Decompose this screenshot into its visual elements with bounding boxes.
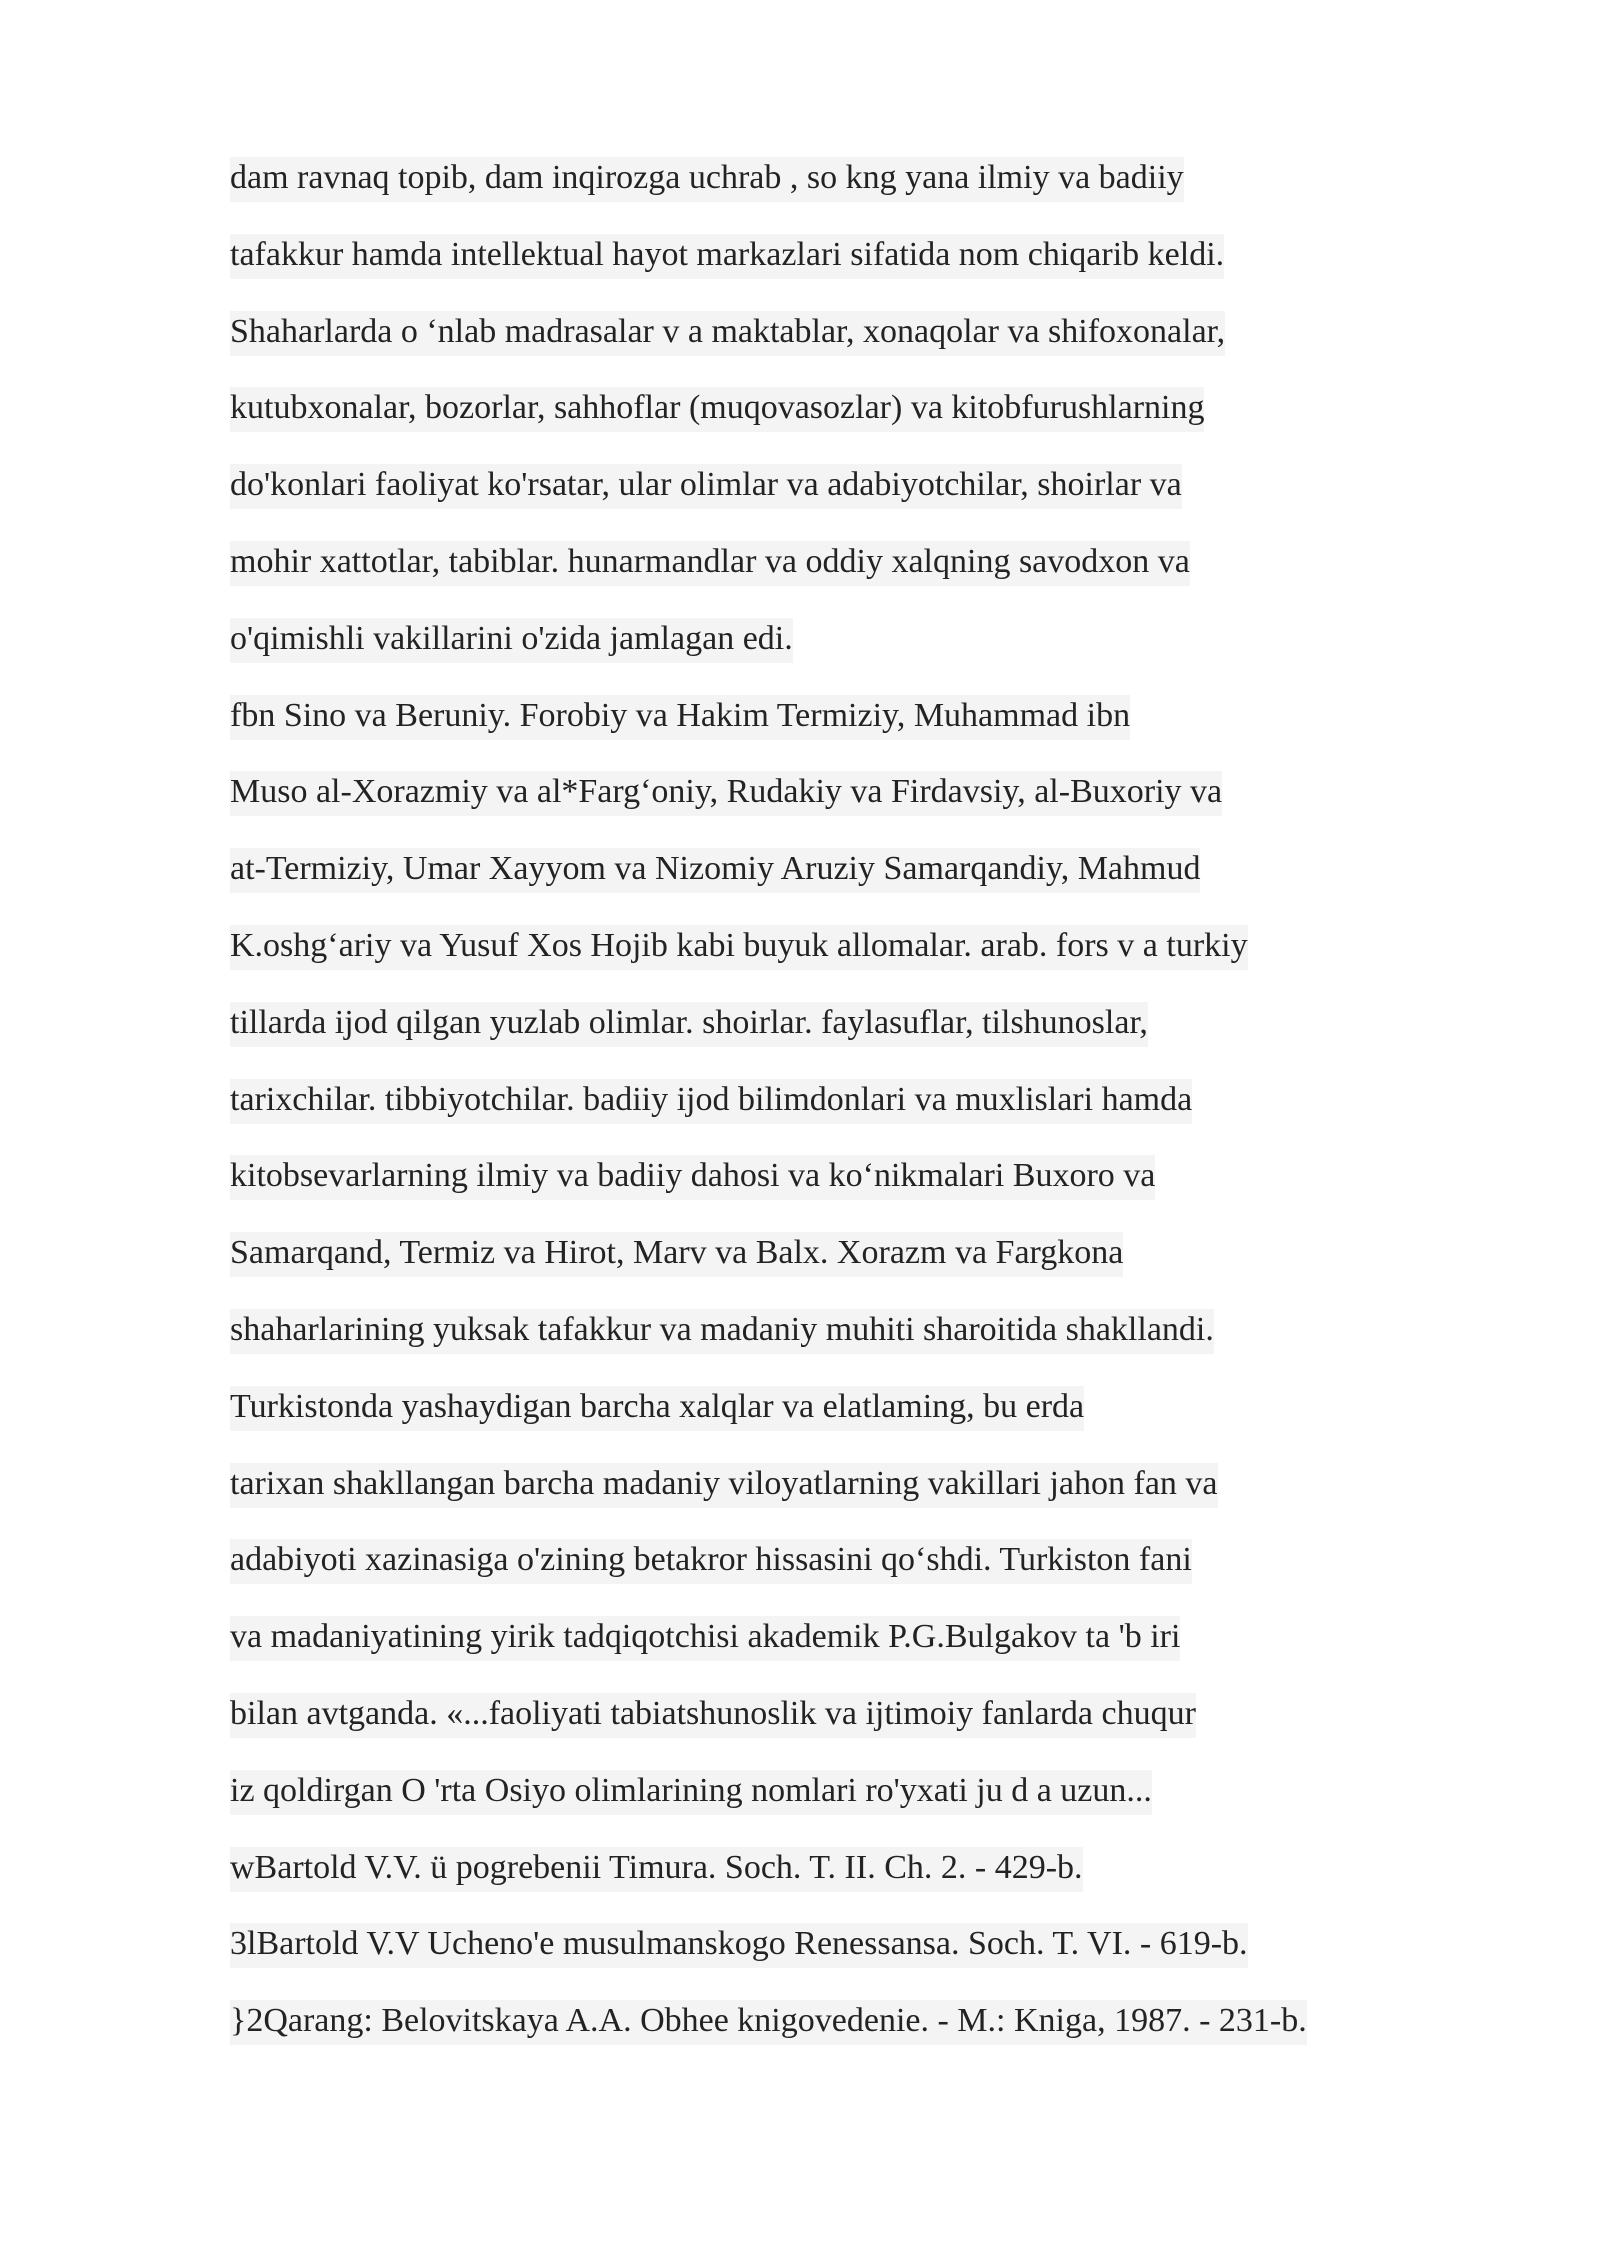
text-line (230, 1530, 1530, 1607)
text-line (230, 225, 1530, 302)
text-line-content: at-Termiziy, Umar Xayyom va Nizomiy Aruziy Samarqandiy, Mahmud (230, 848, 1200, 893)
text-line-content: shaharlarining yuksak tafakkur va madaniy muhiti sharoitida shakllandi. (230, 1309, 1214, 1354)
text-line (230, 1454, 1530, 1531)
text-line-content: dam ravnaq topib, dam inqirozga uchrab , so kng yana ilmiy va badiiy (230, 157, 1184, 202)
text-line-content: }2Qarang: Belovitskaya A.A. Obhee knigovedenie. - M.: Kniga, 1987. - 231-b. (230, 2000, 1307, 2045)
text-line-content: mohir xattotlar, tabiblar. hunarmandlar va oddiy xalqning savodxon va (230, 541, 1190, 586)
text-line (230, 1914, 1530, 1991)
text-line-content: adabiyoti xazinasiga o'zining betakror hissasini qo‘shdi. Turkiston fani (230, 1539, 1192, 1584)
text-line-content: 3lBartold V.V Ucheno'e musulmanskogo Renessansa. Soch. T. VI. - 619-b. (230, 1923, 1248, 1968)
text-line-content: bilan avtganda. «...faoliyati tabiatshunoslik va ijtimoiy fanlarda chuqur (230, 1693, 1196, 1738)
text-line-content: tarixan shakllangan barcha madaniy viloyatlarning vakillari jahon fan va (230, 1463, 1218, 1508)
text-line (230, 1377, 1530, 1454)
text-line-content: Samarqand, Termiz va Hirot, Marv va Balx. Xorazm va Fargkona (230, 1232, 1123, 1277)
text-line-content: va madaniyatining yirik tadqiqotchisi akademik P.G.Bulgakov ta 'b iri (230, 1616, 1180, 1661)
text-line (230, 916, 1530, 993)
text-line-content: kitobsevarlarning ilmiy va badiiy dahosi va ko‘nikmalari Buxoro va (230, 1155, 1155, 1200)
text-line-content: wBartold V.V. ü pogrebenii Timura. Soch. T. II. Ch. 2. - 429-b. (230, 1847, 1083, 1892)
text-line-content: tillarda ijod qilgan yuzlab olimlar. shoirlar. faylasuflar, tilshunoslar, (230, 1002, 1148, 1047)
text-line (230, 455, 1530, 532)
body-text (230, 148, 1530, 2068)
text-line (230, 1991, 1530, 2068)
text-line (230, 1838, 1530, 1915)
text-line-content: Shaharlarda o ‘nlab madrasalar v a maktablar, xonaqolar va shifoxonalar, (230, 311, 1225, 356)
text-line (230, 686, 1530, 763)
text-line (230, 148, 1530, 225)
text-line (230, 762, 1530, 839)
text-line (230, 839, 1530, 916)
text-line-content: tarixchilar. tibbiyotchilar. badiiy ijod bilimdonlari va muxlislari hamda (230, 1079, 1192, 1124)
text-line-content: o'qimishli vakillarini o'zida jamlagan edi. (230, 618, 793, 663)
text-line-content: fbn Sino va Beruniy. Forobiy va Hakim Termiziy, Muhammad ibn (230, 695, 1130, 740)
text-line (230, 1300, 1530, 1377)
text-line (230, 993, 1530, 1070)
text-line (230, 532, 1530, 609)
text-line (230, 302, 1530, 379)
text-line (230, 378, 1530, 455)
text-line (230, 1223, 1530, 1300)
text-line-content: tafakkur hamda intellektual hayot markazlari sifatida nom chiqarib keldi. (230, 234, 1224, 279)
text-line (230, 1607, 1530, 1684)
text-line (230, 609, 1530, 686)
text-line (230, 1761, 1530, 1838)
text-line (230, 1070, 1530, 1147)
text-line-content: Muso al-Xorazmiy va al*Farg‘oniy, Rudakiy va Firdavsiy, al-Buxoriy va (230, 771, 1222, 816)
text-line-content: iz qoldirgan O 'rta Osiyo olimlarining nomlari ro'yxati ju d a uzun... (230, 1770, 1152, 1815)
text-line (230, 1146, 1530, 1223)
text-line-content: do'konlari faoliyat ko'rsatar, ular olimlar va adabiyotchilar, shoirlar va (230, 464, 1182, 509)
text-line (230, 1684, 1530, 1761)
text-line-content: Turkistonda yashaydigan barcha xalqlar va elatlaming, bu erda (230, 1386, 1084, 1431)
text-line-content: kutubxonalar, bozorlar, sahhoflar (muqovasozlar) va kitobfurushlarning (230, 387, 1204, 432)
text-line-content: K.oshg‘ariy va Yusuf Xos Hojib kabi buyuk allomalar. arab. fors v a turkiy (230, 925, 1248, 970)
